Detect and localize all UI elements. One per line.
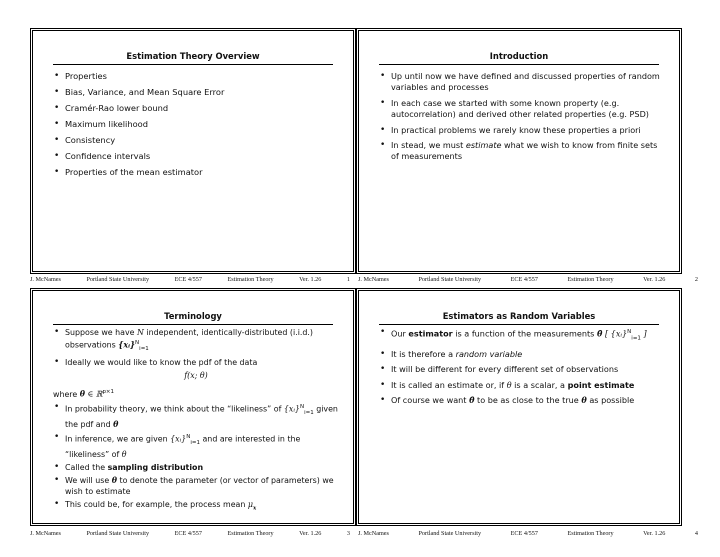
list-item: • Consistency (53, 135, 339, 146)
slide-footer (30, 530, 350, 537)
list-item: • It will be different for every different set of observations (379, 364, 665, 375)
slide-footer (30, 276, 350, 283)
footer-version: Ver. 1.26 (299, 530, 322, 537)
slide-1 (30, 28, 356, 274)
slide-2 (356, 28, 682, 274)
footer-course: ECE 4/557 (510, 530, 538, 537)
footer-page: 3 (346, 530, 350, 537)
footer-version: Ver. 1.26 (643, 276, 666, 283)
list-item: • Up until now we have defined and discussed properties of random variables and processes (379, 71, 665, 94)
footer-page: 1 (346, 276, 350, 283)
list-item: • Confidence intervals (53, 151, 339, 162)
list-item: • In each case we started with some known property (e.g. autocorrelation) and derived other related properties (e.g. PSD) (379, 98, 665, 121)
list-item: • In stead, we must estimate what we wish to know from finite sets of measurements (379, 140, 665, 163)
slide-title: Estimators as Random Variables (379, 311, 659, 325)
slide-3 (30, 288, 356, 526)
slide-title: Introduction (379, 51, 659, 65)
bullet-list (53, 327, 339, 517)
footer-university: Portland State University (418, 276, 482, 283)
list-item: • This could be, for example, the process mean $\mu_x$ (53, 499, 339, 515)
list-item: • Cramér-Rao lower bound (53, 103, 339, 114)
footer-topic: Estimation Theory (567, 530, 614, 537)
footer-author: J. McNames (30, 276, 61, 283)
bullet-list (53, 71, 339, 183)
list-item: • Called the sampling distribution (53, 462, 339, 473)
list-item: • In inference, we are given {xᵢ}$^N_{i=1}$ and are interested in the “likeliness” of θ (53, 432, 339, 460)
slide-title: Terminology (53, 311, 333, 325)
slide-title: Estimation Theory Overview (53, 51, 333, 65)
footer-course: ECE 4/557 (174, 530, 202, 537)
list-item: • Maximum likelihood (53, 119, 339, 130)
list-item: • Of course we want θ̂ to be as close to the true θ as possible (379, 395, 665, 406)
list-item: • Suppose we have N independent, identically-distributed (i.i.d.) observations {xᵢ}$^N_{i=1}$ (53, 327, 339, 355)
list-item: • Properties (53, 71, 339, 82)
list-item: • Bias, Variance, and Mean Square Error (53, 87, 339, 98)
footer-university: Portland State University (86, 530, 150, 537)
footer-author: J. McNames (30, 530, 61, 537)
bullet-list (379, 327, 665, 410)
footer-university: Portland State University (86, 276, 150, 283)
footer-page: 4 (694, 530, 698, 537)
footer-author: J. McNames (358, 530, 389, 537)
footer-course: ECE 4/557 (510, 276, 538, 283)
footer-version: Ver. 1.26 (643, 530, 666, 537)
list-item: • Ideally we would like to know the pdf of the data f(x; θ) where θ ∈ ℝ$^{p\times 1}$ (53, 357, 339, 400)
footer-course: ECE 4/557 (174, 276, 202, 283)
slide-4 (356, 288, 682, 526)
list-item: • In practical problems we rarely know these properties a priori (379, 125, 665, 136)
footer-author: J. McNames (358, 276, 389, 283)
emphasis: estimate (465, 140, 502, 151)
list-item: • It is therefore a random variable (379, 349, 665, 360)
footer-topic: Estimation Theory (567, 276, 614, 283)
pdf-equation: f(x; θ) (184, 371, 208, 381)
bullet-list (379, 71, 665, 167)
list-item: • It is called an estimate or, if θ is a scalar, a point estimate (379, 380, 665, 391)
footer-version: Ver. 1.26 (299, 276, 322, 283)
footer-page: 2 (694, 276, 698, 283)
footer-university: Portland State University (418, 530, 482, 537)
slide-footer (358, 530, 698, 537)
list-item: • Properties of the mean estimator (53, 167, 339, 178)
footer-topic: Estimation Theory (227, 530, 274, 537)
footer-topic: Estimation Theory (227, 276, 274, 283)
list-item: • In probability theory, we think about the “likeliness” of {xᵢ}$^N_{i=1}$ given the pdf and θ (53, 402, 339, 430)
list-item: • We will use θ to denote the parameter (or vector of parameters) we wish to estimate (53, 475, 339, 497)
list-item: • Our estimator is a function of the measurements θ̂ [ {xᵢ}$^N_{i=1}$ ] (379, 327, 665, 345)
slide-footer (358, 276, 698, 283)
